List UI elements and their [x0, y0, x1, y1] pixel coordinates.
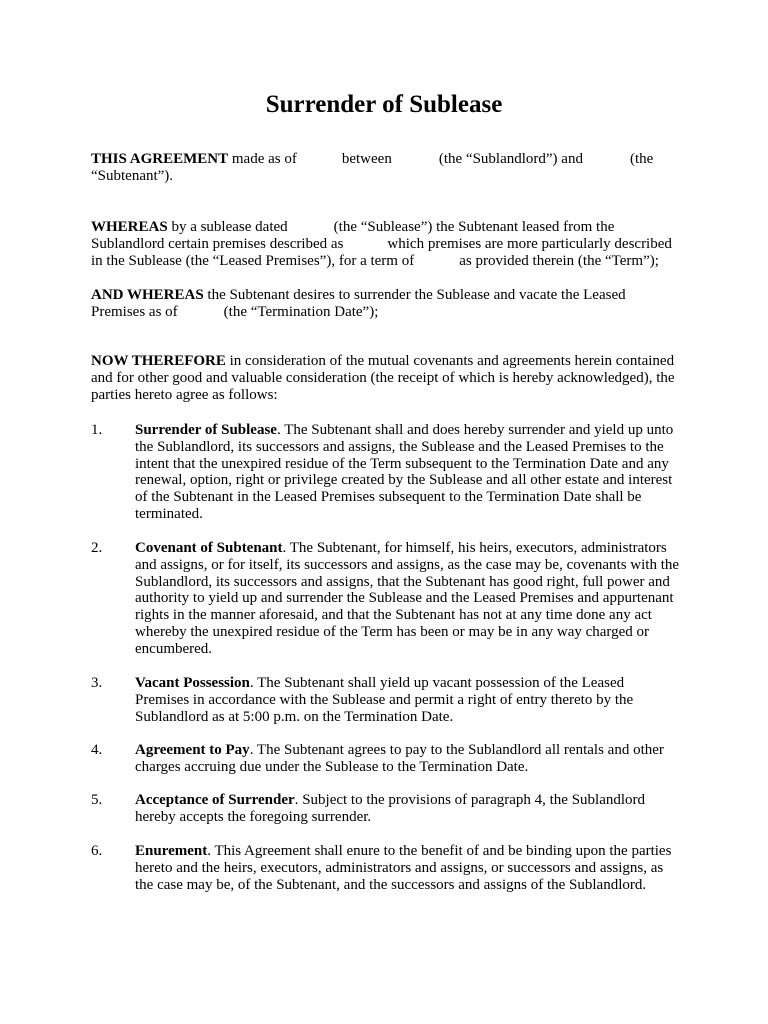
clause-text: Sublandlord as at 5:00 p.m. on the Termination Date. — [135, 708, 454, 725]
text-line — [135, 590, 711, 607]
blank-field — [343, 247, 387, 248]
operative-text: parties hereto agree as follows: — [91, 386, 278, 403]
clause-body — [135, 843, 711, 893]
text-line — [135, 422, 711, 439]
recital-text: (the “Sublease”) the Subtenant leased from the — [333, 219, 615, 235]
clause-text: intent that the unexpired residue of the Term subsequent to the Termination Date and any — [135, 455, 669, 472]
clause-text: hereto and the heirs, executors, administrators and assigns, or successors and assigns, as — [135, 859, 664, 876]
text-line — [135, 809, 711, 826]
text-line — [91, 287, 626, 304]
recital-lead: WHEREAS — [91, 219, 168, 235]
clause-number: 6. — [91, 843, 103, 859]
text-line — [135, 742, 711, 759]
clause-number: 2. — [91, 540, 103, 556]
text-line — [135, 506, 711, 523]
document-title: Surrender of Sublease — [265, 91, 503, 118]
preamble-text: between — [341, 151, 392, 167]
clause-heading: Covenant of Subtenant — [135, 540, 283, 556]
clause-text: encumbered. — [135, 640, 213, 657]
text-line — [135, 843, 711, 860]
blank-field — [178, 315, 224, 316]
clause-body — [135, 742, 711, 776]
text-line — [91, 168, 653, 185]
text-line — [91, 219, 672, 236]
text-line — [135, 472, 711, 489]
clause-surrender-of-sublease — [91, 422, 711, 523]
clause-acceptance-of-surrender — [91, 792, 711, 826]
clause-heading: Enurement — [135, 843, 208, 859]
blank-field — [392, 162, 439, 163]
text-line — [135, 624, 711, 641]
clause-text: charges accruing due under the Sublease to the Termination Date. — [135, 758, 529, 775]
preamble-text: (the “Sublandlord”) and — [438, 151, 583, 167]
clause-text: hereby accepts the foregoing surrender. — [135, 808, 372, 825]
blank-field — [583, 162, 630, 163]
clause-body — [135, 675, 711, 725]
text-line — [91, 304, 626, 321]
text-line — [135, 439, 711, 456]
blank-field — [288, 230, 334, 231]
clause-enurement — [91, 843, 711, 893]
text-line — [135, 574, 711, 591]
clause-text: terminated. — [135, 505, 203, 522]
operative-text: in consideration of the mutual covenants and agreements herein contained — [229, 353, 675, 369]
preamble-paragraph — [91, 151, 653, 185]
clause-text: Premises in accordance with the Sublease and permit a right of entry thereto by the — [135, 691, 634, 708]
operative-text: and for other good and valuable consideration (the receipt of which is hereby acknowledged), the — [91, 369, 675, 386]
text-line — [135, 557, 711, 574]
clause-text: the Sublandlord, its successors and assigns, the Sublease and the Leased Premises to the — [135, 438, 664, 455]
clause-text: of the Subtenant in the Leased Premises subsequent to the Termination Date shall be — [135, 489, 642, 506]
clause-text: . The Subtenant shall and does hereby surrender and yield up unto — [276, 422, 674, 438]
clause-text: . The Subtenant shall yield up vacant possession of the Leased — [249, 675, 625, 691]
recital-text: which premises are more particularly described — [387, 235, 672, 252]
recital-sublease-paragraph — [91, 219, 672, 269]
recital-text: Premises as of — [91, 303, 178, 320]
text-line — [91, 253, 672, 270]
recital-text: by a sublease dated — [171, 219, 288, 235]
text-line — [135, 456, 711, 473]
clause-number: 4. — [91, 742, 103, 758]
recital-lead: AND WHEREAS — [91, 287, 204, 303]
clause-text: . This Agreement shall enure to the benefit of and be binding upon the parties — [207, 843, 672, 859]
recital-text: in the Sublease (the “Leased Premises”), for a term of — [91, 252, 415, 269]
preamble-text: “Subtenant”). — [91, 167, 174, 184]
clause-body — [135, 540, 711, 658]
operative-lead: NOW THEREFORE — [91, 353, 226, 369]
clause-text: the case may be, of the Subtenant, and the successors and assigns of the Sublandlord. — [135, 876, 647, 893]
clause-covenant-of-subtenant — [91, 540, 711, 658]
clause-text: Sublandlord, its successors and assigns, that the Subtenant has good right, full power and — [135, 573, 670, 590]
recital-surrender-paragraph — [91, 287, 626, 321]
clause-text: whereby the unexpired residue of the Term has been or may be in any way charged or — [135, 623, 650, 640]
preamble-lead: THIS AGREEMENT — [91, 151, 229, 167]
text-line — [135, 877, 711, 894]
clause-heading: Acceptance of Surrender — [135, 792, 295, 808]
text-line — [135, 692, 711, 709]
text-line — [135, 607, 711, 624]
text-line — [135, 540, 711, 557]
clause-text: and assigns, or for itself, its successors and assigns, as the case may be, covenants with the — [135, 556, 680, 573]
text-line — [91, 151, 653, 168]
blank-field — [297, 162, 342, 163]
recital-text: as provided therein (the “Term”); — [459, 252, 659, 269]
recital-text: the Subtenant desires to surrender the Sublease and vacate the Leased — [207, 287, 626, 303]
recital-text: (the “Termination Date”); — [223, 303, 379, 320]
text-line — [135, 759, 711, 776]
clause-vacant-possession — [91, 675, 711, 725]
clause-body — [135, 422, 711, 523]
text-line — [135, 860, 711, 877]
operative-paragraph — [91, 353, 675, 403]
text-line — [91, 353, 675, 370]
clause-text: authority to yield up and surrender the Sublease and the Leased Premises and appurtenant — [135, 590, 674, 607]
clause-number: 3. — [91, 675, 103, 691]
preamble-text: (the — [629, 151, 654, 167]
clause-agreement-to-pay — [91, 742, 711, 776]
clause-number: 5. — [91, 792, 103, 808]
text-line — [135, 675, 711, 692]
clause-text: . The Subtenant, for himself, his heirs, executors, administrators — [282, 540, 667, 556]
text-line — [135, 489, 711, 506]
text-line — [135, 641, 711, 658]
text-line — [135, 709, 711, 726]
clause-heading: Agreement to Pay — [135, 742, 250, 758]
recital-text: Sublandlord certain premises described as — [91, 235, 344, 252]
clause-text: . Subject to the provisions of paragraph 4, the Sublandlord — [294, 792, 646, 808]
preamble-text: made as of — [231, 151, 297, 167]
text-line — [135, 792, 711, 809]
text-line — [91, 236, 672, 253]
clause-text: renewal, option, right or privilege created by the Sublease and all other estate and interest — [135, 472, 673, 489]
clause-number: 1. — [91, 422, 103, 438]
clause-text: rights in the manner aforesaid, and that the Subtenant has not at any time done any act — [135, 607, 652, 624]
text-line — [91, 370, 675, 387]
blank-field — [414, 264, 459, 265]
text-line — [91, 387, 675, 404]
clause-heading: Surrender of Sublease — [135, 422, 277, 438]
clause-heading: Vacant Possession — [135, 675, 250, 691]
clause-text: . The Subtenant agrees to pay to the Sublandlord all rentals and other — [249, 742, 664, 758]
clause-body — [135, 792, 711, 826]
